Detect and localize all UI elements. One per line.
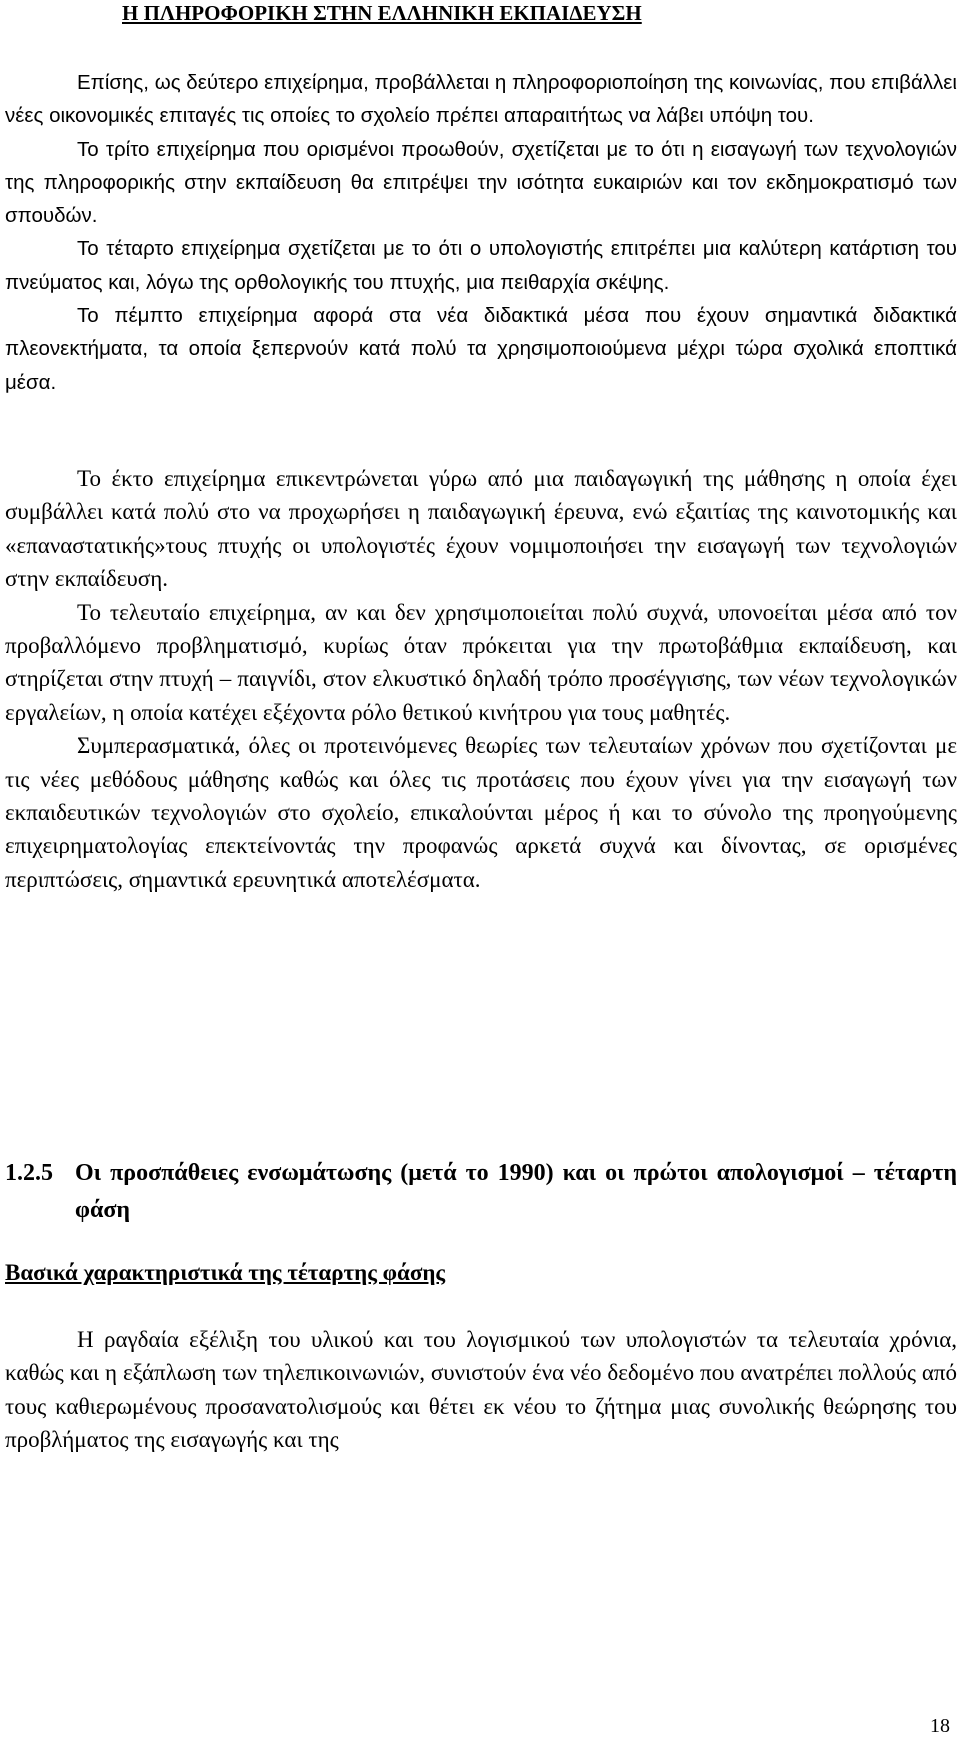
closing-paragraph-block: [5, 1323, 957, 1457]
paragraph-fifth-argument: Το πέμπτο επιχείρημα αφορά στα νέα διδακτικά μέσα που έχουν σημαντικά διδακτικά πλεονεκτήματα, τα οποία ξεπερνούν κατά πολύ τα χρησιμοποιούμενα μέχρι τώρα σχολικά εποπτικά μέσα.: [5, 304, 957, 394]
page-number: 18: [930, 1715, 950, 1737]
paragraph-fourth-argument: Το τέταρτο επιχείρημα σχετίζεται με το ότι ο υπολογιστής επιτρέπει μια καλύτερη κατάρτιση του πνεύματος και, λόγω της ορθολογικής του πτυχής, μια πειθαρχία σκέψης.: [5, 237, 957, 294]
argument-paragraphs-sans: [5, 66, 957, 399]
section-heading: [5, 1155, 957, 1229]
subheading: Βασικά χαρακτηριστικά της τέταρτης φάσης: [5, 1260, 446, 1285]
section-title: Οι προσπάθειες ενσωμάτωσης (μετά το 1990) και οι πρώτοι απολογισμοί – τέταρτη φάση: [75, 1160, 957, 1223]
section-number: 1.2.5: [5, 1160, 53, 1186]
paragraph-conclusion: Συμπερασματικά, όλες οι προτεινόμενες θεωρίες των τελευταίων χρόνων που σχετίζονται με τις νέες μεθόδους μάθησης καθώς και όλες τις προτάσεις που έχουν γίνει για την εισαγωγή των εκπαιδευτικών τεχνολογιών στο σχολείο, επικαλούνται μέρος ή και το σύνολο της προηγούμενης επιχειρηματολογίας επεκτείνοντάς την προφανώς αρκετά συχνά και δίνοντας, σε ορισμένες περιπτώσεις, σημαντικά ερευνητικά αποτελέσματα.: [5, 733, 957, 892]
closing-paragraph: Η ραγδαία εξέλιξη του υλικού και του λογισμικού των υπολογιστών τα τελευταία χρόνια, καθώς και η εξάπλωση των τηλεπικοινωνιών, συνιστούν ένα νέο δεδομένο που ανατρέπει πολλούς από τους καθιερωμένους προσανατολισμούς και θέτει εκ νέου το ζήτημα μιας συνολικής θεώρησης του προβλήματος της εισαγωγής και της: [5, 1327, 957, 1453]
paragraph-second-argument: Επίσης, ως δεύτερο επιχείρημα, προβάλλεται η πληροφοριοποίηση της κοινωνίας, που επιβάλλει νέες οικονομικές επιταγές τις οποίες το σχολείο πρέπει απαραιτήτως να λάβει υπόψη του.: [5, 71, 957, 128]
paragraph-last-argument: Το τελευταίο επιχείρημα, αν και δεν χρησιμοποιείται πολύ συχνά, υπονοείται μέσα από τον προβαλλόμενο προβληματισμό, κυρίως όταν πρόκειται για την πρωτοβάθμια εκπαίδευση, και στηρίζεται στην πτυχή – παιγνίδι, στον ελκυστικό δηλαδή τρόπο προσέγγισης, των νέων τεχνολογικών εργαλείων, η οποία κατέχει εξέχοντα ρόλο θετικού κινήτρου για τους μαθητές.: [5, 599, 957, 725]
paragraph-sixth-argument: Το έκτο επιχείρημα επικεντρώνεται γύρω από μια παιδαγωγική της μάθησης η οποία έχει συμβάλλει κατά πολύ στο να προχωρήσει η παιδαγωγική έρευνα, ενώ εξαιτίας της καινοτομικής και «επαναστατικής»τους πτυχής οι υπολογιστές έχουν νομιμοποιήσει την εισαγωγή των τεχνολογιών στην εκπαίδευση.: [5, 466, 957, 592]
running-header: Η ΠΛΗΡΟΦΟΡΙΚΗ ΣΤΗΝ ΕΛΛΗΝΙΚΗ ΕΚΠΑΙΔΕΥΣΗ: [122, 1, 642, 25]
argument-paragraphs-serif: [5, 462, 957, 896]
paragraph-third-argument: Το τρίτο επιχείρημα που ορισμένοι προωθούν, σχετίζεται με το ότι η εισαγωγή των τεχνολογιών της πληροφορικής στην εκπαίδευση θα επιτρέψει την ισότητα ευκαιριών και τον εκδημοκρατισμό των σπουδών.: [5, 137, 957, 228]
